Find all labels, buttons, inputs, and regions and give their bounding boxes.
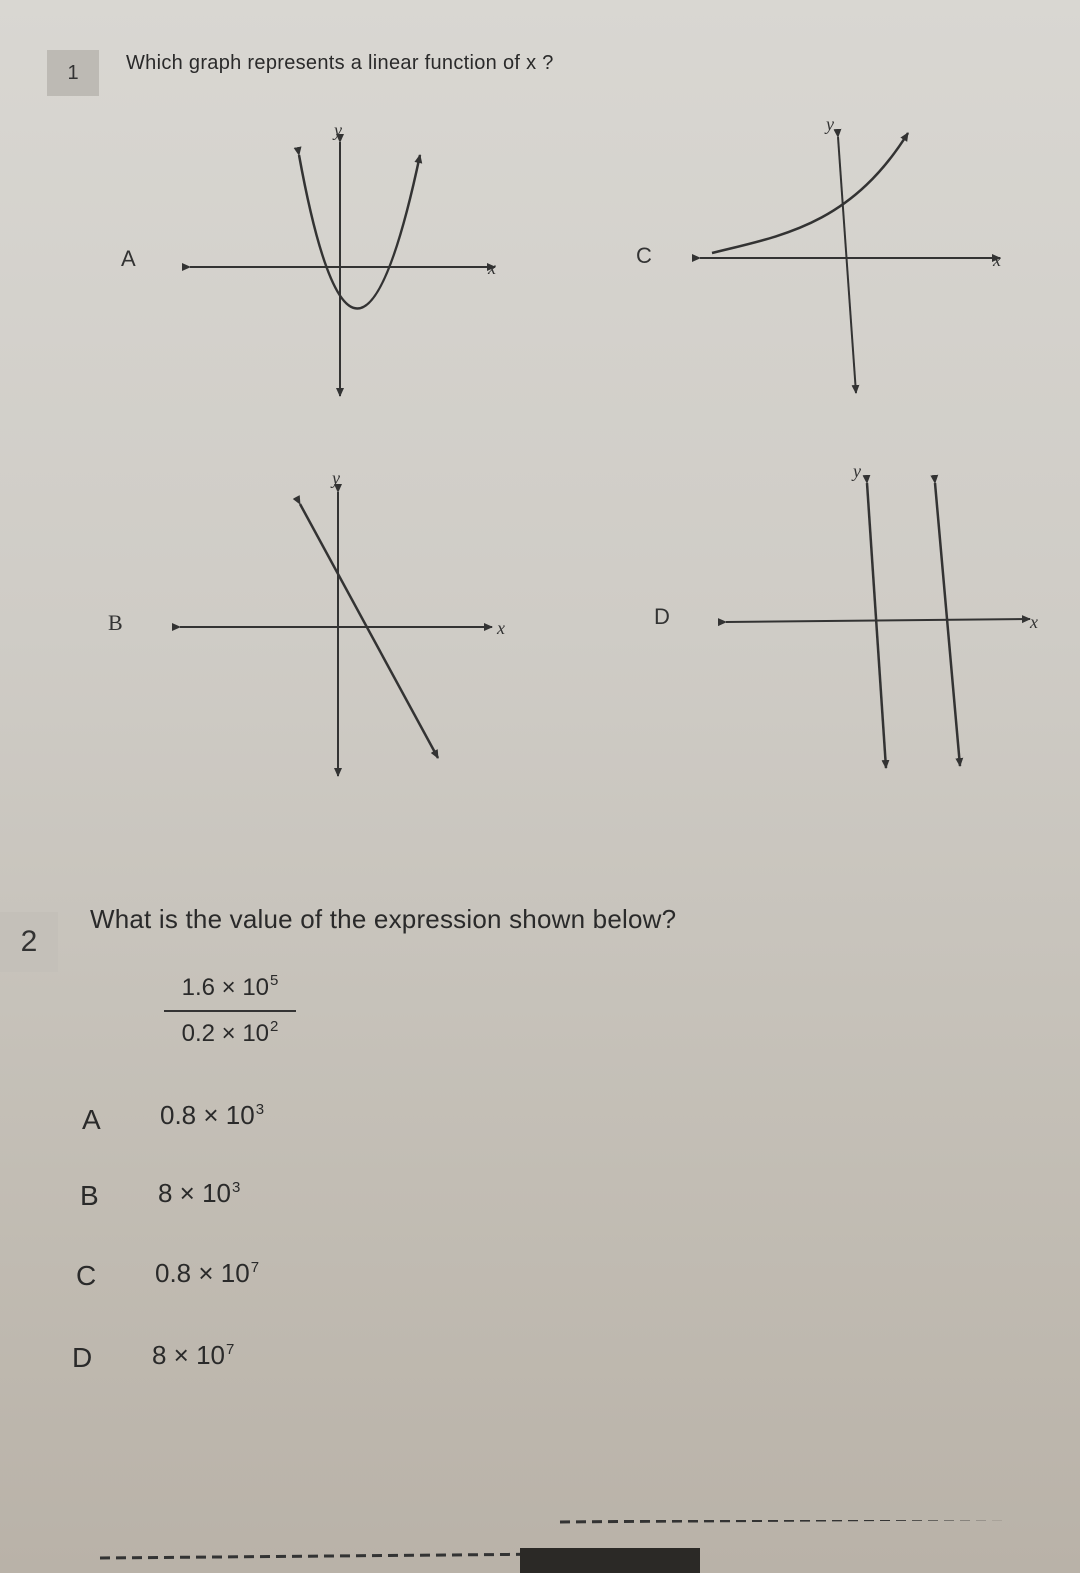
- numerator-exponent: 5: [270, 972, 279, 989]
- graph-c-x-label: x: [993, 250, 1001, 270]
- question-2-number: 2: [0, 912, 58, 972]
- graph-d-line-right: [935, 483, 960, 766]
- choice-b-letter: B: [80, 1180, 99, 1211]
- choice-b-exponent: 3: [232, 1179, 241, 1196]
- graph-a-parabola: [299, 155, 420, 309]
- graph-a-x-label: x: [488, 258, 496, 278]
- graph-b-line: [300, 504, 438, 758]
- graph-b-label[interactable]: B: [108, 610, 123, 635]
- denominator-exponent: 2: [270, 1018, 279, 1035]
- expression-fraction: [160, 972, 300, 1048]
- graph-c-y-label: y: [826, 114, 834, 134]
- choice-a-letter: A: [82, 1104, 101, 1135]
- graph-c-label[interactable]: C: [636, 243, 652, 268]
- graph-b-x-label: x: [497, 618, 505, 638]
- graph-a-label[interactable]: A: [121, 246, 136, 271]
- choice-b-base: 8 × 10: [158, 1178, 232, 1208]
- bottom-tab: [520, 1548, 700, 1573]
- question-2-prompt: What is the value of the expression shown below?: [90, 904, 677, 934]
- graph-c-y-axis: [838, 137, 856, 393]
- graph-d-y-label: y: [853, 461, 861, 481]
- graph-c-curve: [712, 133, 908, 253]
- choice-b-value: [158, 1178, 240, 1209]
- graph-b-y-label: y: [332, 468, 340, 488]
- numerator-base: 1.6 × 10: [181, 974, 270, 1001]
- graph-d-x-label: x: [1030, 612, 1038, 632]
- choice-a-exponent: 3: [255, 1101, 265, 1118]
- choice-d-base: 8 × 10: [152, 1340, 226, 1370]
- question-1-prompt: Which graph represents a linear function of x ?: [126, 52, 554, 74]
- choice-c-letter: C: [76, 1260, 97, 1291]
- choice-a-value: [160, 1100, 264, 1131]
- graph-d-line-left: [867, 483, 886, 768]
- choice-a-base: 0.8 × 10: [160, 1100, 255, 1130]
- choice-c-value: [155, 1258, 259, 1289]
- graph-d-label[interactable]: D: [654, 604, 670, 629]
- graph-c: [700, 114, 1001, 393]
- fraction-denominator: [160, 1012, 300, 1048]
- graph-a: [190, 120, 496, 396]
- question-1-number: 1: [47, 50, 99, 96]
- fraction-numerator: [160, 972, 300, 1010]
- choice-d-value: [152, 1340, 234, 1371]
- graph-d: [726, 461, 1038, 768]
- graph-b: [180, 468, 505, 776]
- graph-a-y-label: y: [334, 120, 342, 140]
- choice-d-letter: D: [72, 1342, 93, 1373]
- choice-c-exponent: 7: [250, 1259, 260, 1276]
- choice-d-exponent: 7: [226, 1341, 235, 1358]
- denominator-base: 0.2 × 10: [181, 1020, 270, 1047]
- graph-d-x-axis: [726, 619, 1030, 622]
- choice-c-base: 0.8 × 10: [155, 1258, 250, 1288]
